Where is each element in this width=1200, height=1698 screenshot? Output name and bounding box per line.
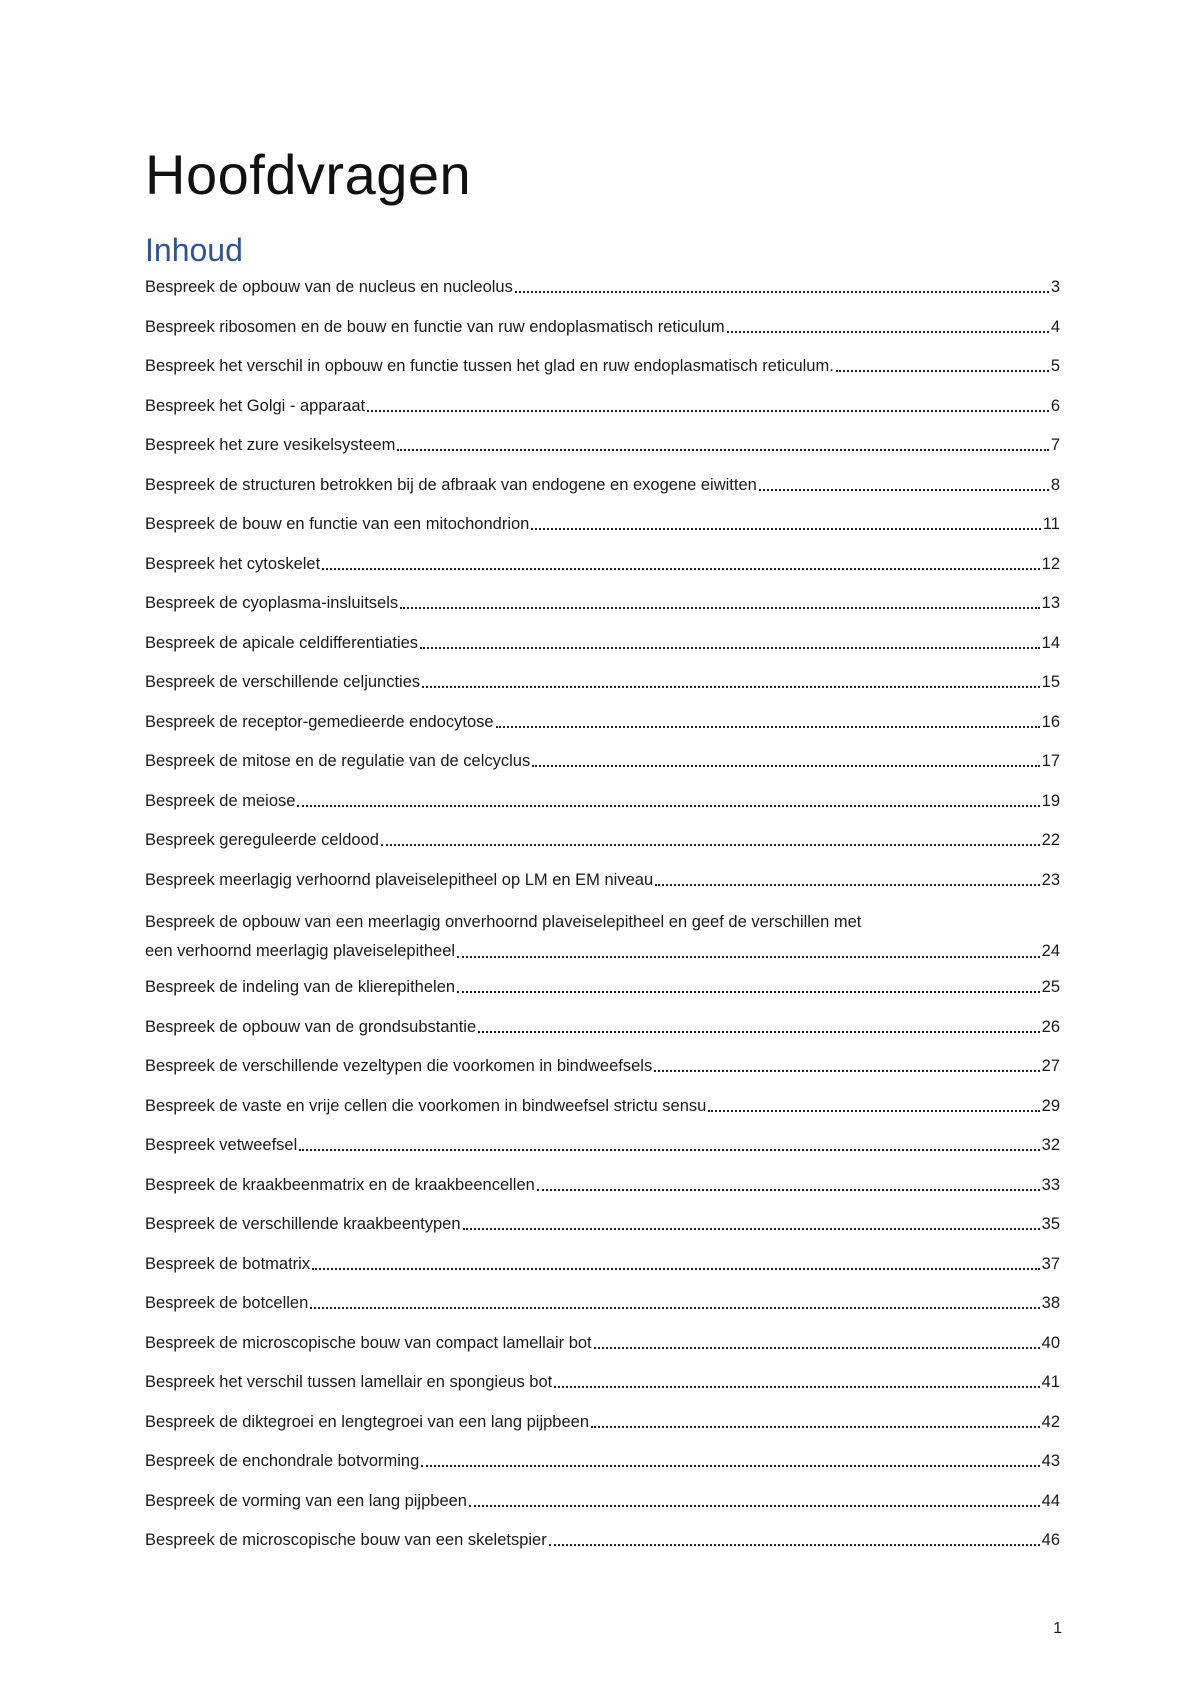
dot-leader [836, 370, 1049, 372]
toc-entry-text: Bespreek het cytoskelet [145, 554, 321, 573]
toc-entry-page: 11 [1042, 515, 1060, 533]
toc-entry-text: Bespreek de enchondrale botvorming [145, 1452, 420, 1470]
toc-entry-text: Bespreek vetweefsel [145, 1136, 298, 1154]
toc-entry-page: 16 [1041, 712, 1060, 731]
toc-entry-page: 42 [1041, 1412, 1060, 1431]
toc-entry-text: Bespreek het zure vesikelsysteem [145, 436, 396, 454]
dot-leader [299, 1149, 1039, 1151]
toc-entry[interactable] [145, 632, 1060, 654]
toc-entry[interactable] [145, 276, 1060, 298]
toc-entry[interactable] [145, 869, 1060, 891]
toc-entry[interactable] [145, 1292, 1060, 1314]
toc-entry-text: Bespreek ribosomen en de bouw en functie van ruw endoplasmatisch reticulum [145, 317, 725, 336]
toc-entry-text: Bespreek de vorming van een lang pijpbeen [145, 1491, 467, 1510]
dot-leader [367, 410, 1049, 412]
toc-entry-text: Bespreek meerlagig verhoornd plaveiselepitheel op LM en EM niveau [145, 870, 654, 889]
page-number: 1 [1053, 1620, 1062, 1637]
toc-entry-page: 7 [1050, 436, 1060, 454]
dot-leader [457, 991, 1040, 993]
toc-entry-page: 4 [1050, 317, 1060, 336]
toc-entry-page: 35 [1041, 1215, 1060, 1233]
dot-leader [531, 528, 1041, 530]
toc-entry-page: 33 [1041, 1175, 1060, 1194]
toc-entry[interactable] [145, 1490, 1060, 1512]
dot-leader [420, 647, 1040, 649]
toc-entry-page: 26 [1041, 1017, 1060, 1036]
toc-entry-text: Bespreek de verschillende celjuncties [145, 673, 421, 691]
toc-entry[interactable] [145, 355, 1060, 377]
toc-heading: Inhoud [145, 232, 243, 268]
toc-entry[interactable] [145, 908, 1060, 966]
toc-entry-text: Bespreek de mitose en de regulatie van de celcyclus [145, 752, 531, 770]
toc-entry-text: Bespreek de microscopische bouw van een skeletspier [145, 1531, 547, 1549]
toc-entry[interactable] [145, 711, 1060, 733]
toc-entry-text: Bespreek de bouw en functie van een mitochondrion [145, 515, 530, 533]
toc-entry-text-line1: Bespreek de opbouw van een meerlagig onverhoornd plaveiselepitheel en geef de verschillen met [145, 913, 862, 931]
dot-leader [297, 805, 1039, 807]
toc-entry-page: 3 [1050, 278, 1060, 296]
toc-entry[interactable] [145, 592, 1060, 614]
dot-leader [594, 1347, 1040, 1349]
toc-entry-page: 25 [1041, 978, 1060, 996]
toc-entry[interactable] [145, 1371, 1060, 1393]
dot-leader [554, 1386, 1039, 1388]
toc-entry-text: Bespreek de meiose [145, 791, 296, 810]
toc-entry-page: 37 [1041, 1254, 1060, 1273]
toc-entry-text: Bespreek de opbouw van de nucleus en nucleolus [145, 278, 513, 296]
toc-entry-page: 24 [1041, 942, 1060, 960]
toc-entry-page: 14 [1041, 633, 1060, 652]
dot-leader [422, 686, 1039, 688]
toc-entry[interactable] [145, 395, 1060, 417]
dot-leader [478, 1031, 1039, 1033]
toc-entry-page: 12 [1041, 554, 1060, 573]
toc-entry-text: Bespreek gereguleerde celdood [145, 831, 379, 849]
dot-leader [532, 765, 1039, 767]
toc-entry-text: Bespreek de cyoplasma-insluitsels [145, 594, 399, 612]
dot-leader [400, 607, 1040, 609]
toc-entry-text-line2: een verhoornd meerlagig plaveiselepitheel [145, 942, 456, 960]
toc-entry[interactable] [145, 1055, 1060, 1077]
toc-entry-text: Bespreek de botcellen [145, 1294, 309, 1312]
toc-entry-page: 13 [1041, 594, 1060, 612]
toc-entry-page: 5 [1050, 357, 1060, 375]
toc-entry[interactable] [145, 671, 1060, 693]
toc-entry-page: 6 [1050, 396, 1060, 415]
toc-entry-page: 32 [1041, 1136, 1060, 1154]
toc-entry-page: 41 [1041, 1373, 1060, 1391]
toc-entry[interactable] [145, 1095, 1060, 1117]
toc-entry-text: Bespreek het verschil tussen lamellair en spongieus bot [145, 1373, 553, 1391]
toc-entry-text: Bespreek de verschillende kraakbeentypen [145, 1215, 461, 1233]
toc-entry-text: Bespreek de indeling van de klierepithelen [145, 978, 456, 996]
toc-entry-page: 29 [1041, 1096, 1060, 1115]
toc-entry-text: Bespreek de apicale celdifferentiaties [145, 633, 419, 652]
toc-entry-text: Bespreek de kraakbeenmatrix en de kraakbeencellen [145, 1175, 535, 1194]
toc-entry-page: 46 [1041, 1531, 1060, 1549]
toc-entry[interactable] [145, 1529, 1060, 1551]
dot-leader [655, 884, 1040, 886]
toc-entry[interactable] [145, 1411, 1060, 1433]
toc-entry[interactable] [145, 474, 1060, 496]
toc-entry-page: 22 [1041, 831, 1060, 849]
toc-entry-page: 17 [1041, 752, 1060, 770]
dot-leader [312, 1268, 1040, 1270]
table-of-contents [145, 276, 1060, 1551]
toc-entry-page: 38 [1041, 1294, 1060, 1312]
dot-leader [549, 1544, 1040, 1546]
toc-entry-page: 40 [1041, 1333, 1060, 1352]
toc-entry-text: Bespreek het verschil in opbouw en functie tussen het glad en ruw endoplasmatisch reticulum. [145, 357, 834, 375]
dot-leader [759, 489, 1049, 491]
toc-entry-page: 27 [1041, 1057, 1060, 1075]
toc-entry-page: 8 [1050, 475, 1060, 494]
toc-entry-text: Bespreek de opbouw van de grondsubstantie [145, 1017, 477, 1036]
dot-leader [537, 1189, 1040, 1191]
toc-entry-text: Bespreek de structuren betrokken bij de afbraak van endogene en exogene eiwitten [145, 475, 757, 494]
toc-entry[interactable] [145, 553, 1060, 575]
toc-entry[interactable] [145, 316, 1060, 338]
toc-entry[interactable] [145, 976, 1060, 998]
toc-entry-text: Bespreek het Golgi - apparaat [145, 396, 366, 415]
toc-entry[interactable] [145, 513, 1060, 535]
dot-leader [457, 956, 1040, 958]
dot-leader [708, 1110, 1039, 1112]
dot-leader [397, 449, 1048, 451]
toc-entry-page: 15 [1041, 673, 1060, 691]
toc-entry[interactable] [145, 1213, 1060, 1235]
dot-leader [421, 1465, 1039, 1467]
dot-leader [310, 1307, 1039, 1309]
toc-entry[interactable] [145, 790, 1060, 812]
toc-entry-text: Bespreek de microscopische bouw van compact lamellair bot [145, 1333, 592, 1352]
toc-entry-page: 19 [1041, 791, 1060, 810]
dot-leader [515, 291, 1049, 293]
dot-leader [654, 1070, 1039, 1072]
toc-entry-text: Bespreek de botmatrix [145, 1254, 311, 1273]
toc-entry-line2 [145, 937, 1060, 966]
dot-leader [463, 1228, 1040, 1230]
document-title: Hoofdvragen [145, 143, 472, 206]
toc-entry[interactable] [145, 1450, 1060, 1472]
toc-entry-page: 23 [1041, 870, 1060, 889]
toc-entry[interactable] [145, 1332, 1060, 1354]
toc-entry[interactable] [145, 829, 1060, 851]
document-page [145, 140, 1060, 1569]
toc-entry[interactable] [145, 1134, 1060, 1156]
toc-entry-page: 43 [1041, 1452, 1060, 1470]
toc-entry-page: 44 [1041, 1491, 1060, 1510]
dot-leader [469, 1505, 1040, 1507]
dot-leader [727, 331, 1049, 333]
dot-leader [322, 568, 1039, 570]
toc-entry-text: Bespreek de diktegroei en lengtegroei van een lang pijpbeen [145, 1412, 589, 1431]
dot-leader [496, 726, 1040, 728]
toc-entry[interactable] [145, 1174, 1060, 1196]
toc-entry[interactable] [145, 1253, 1060, 1275]
toc-entry[interactable] [145, 750, 1060, 772]
toc-entry-text: Bespreek de verschillende vezeltypen die voorkomen in bindweefsels [145, 1057, 653, 1075]
toc-entry-text: Bespreek de vaste en vrije cellen die voorkomen in bindweefsel strictu sensu [145, 1096, 707, 1115]
toc-entry-text: Bespreek de receptor-gemedieerde endocytose [145, 712, 494, 731]
dot-leader [591, 1426, 1040, 1428]
toc-entry[interactable] [145, 434, 1060, 456]
dot-leader [381, 844, 1040, 846]
toc-entry[interactable] [145, 1016, 1060, 1038]
